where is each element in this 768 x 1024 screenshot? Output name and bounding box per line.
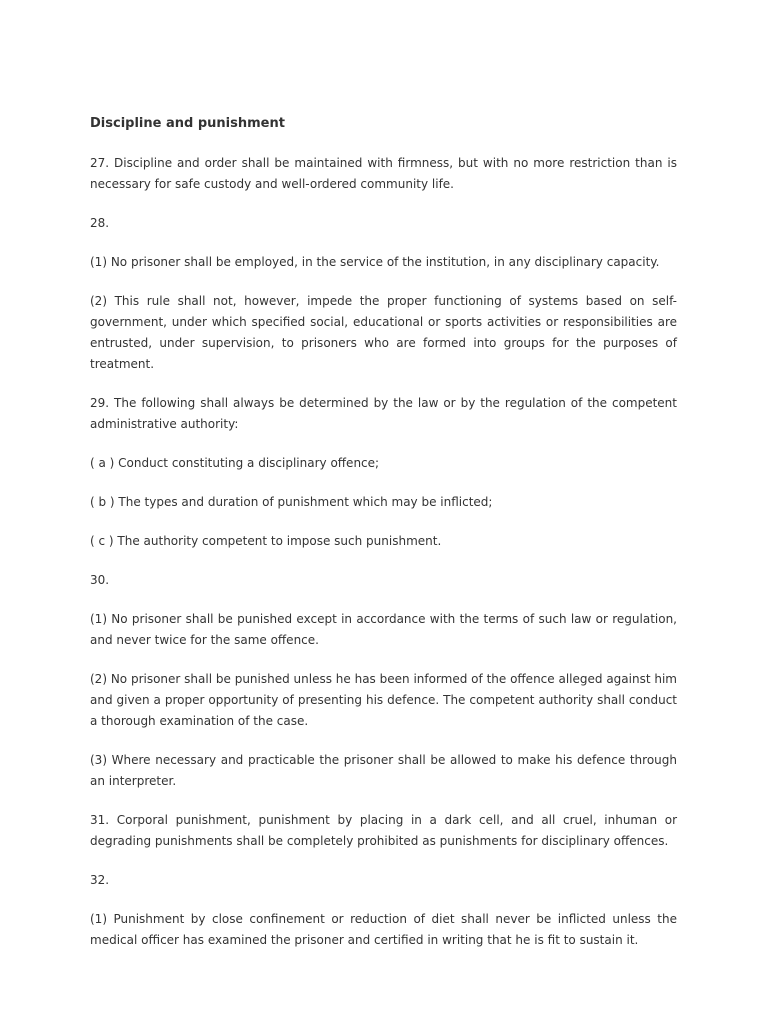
paragraph-rule-28-1: (1) No prisoner shall be employed, in the service of the institution, in any disciplinary capacity. <box>90 255 660 269</box>
paragraph-rule-29-c: ( c ) The authority competent to impose such punishment. <box>90 534 442 548</box>
paragraph-rule-29-b: ( b ) The types and duration of punishment which may be inflicted; <box>90 495 493 509</box>
paragraph-rule-30: 30. <box>90 573 110 587</box>
paragraph-rule-31: 31. Corporal punishment, punishment by placing in a dark cell, and all cruel, inhuman or degrading punishments shall be completely prohibited as punishments for disciplinary offences. <box>90 813 677 848</box>
paragraph-rule-30-2: (2) No prisoner shall be punished unless he has been informed of the offence alleged against him and given a proper opportunity of presenting his defence. The competent authority shall conduct a thorough examination of the case. <box>90 672 677 728</box>
document-page <box>90 113 677 969</box>
paragraph-rule-28-2: (2) This rule shall not, however, impede the proper functioning of systems based on self-government, under which specified social, educational or sports activities or responsibilities are entrusted, under supervision, to prisoners who are formed into groups for the purposes of treatment. <box>90 294 677 371</box>
paragraph-rule-32: 32. <box>90 873 110 887</box>
paragraph-rule-29-a: ( a ) Conduct constituting a disciplinary offence; <box>90 456 380 470</box>
paragraph-rule-29: 29. The following shall always be determined by the law or by the regulation of the competent administrative authority: <box>90 396 677 431</box>
paragraph-rule-30-1: (1) No prisoner shall be punished except in accordance with the terms of such law or regulation, and never twice for the same offence. <box>90 612 677 647</box>
paragraph-rule-27: 27. Discipline and order shall be maintained with firmness, but with no more restriction than is necessary for safe custody and well-ordered community life. <box>90 156 677 191</box>
paragraph-rule-30-3: (3) Where necessary and practicable the prisoner shall be allowed to make his defence through an interpreter. <box>90 753 677 788</box>
section-heading: Discipline and punishment <box>90 116 285 131</box>
paragraph-rule-28: 28. <box>90 216 110 230</box>
paragraph-rule-32-1: (1) Punishment by close confinement or reduction of diet shall never be inflicted unless the medical officer has examined the prisoner and certified in writing that he is fit to sustain it. <box>90 912 677 947</box>
